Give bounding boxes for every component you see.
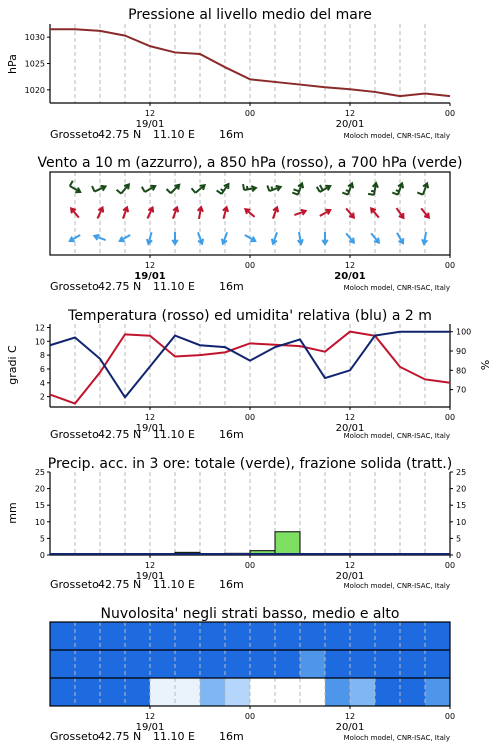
wind-station-lon: 11.10 E [153,280,195,293]
cloud-cell-basso [150,678,176,707]
cloud-cell-basso [225,678,251,707]
precip-time-tick-label: 12 [344,561,356,570]
wind-barb-850-hPa [173,207,178,218]
wind-date-label: 19/01 [134,271,166,282]
wind-barb-feather [346,190,349,191]
wind-barb-10-m [422,232,427,244]
pressure-station-lat: 42.75 N [98,128,142,141]
cloud-cell-medio [400,650,426,679]
wind-barb-feather [167,189,171,193]
pressure-time-tick-label: 12 [144,109,156,118]
precip-y-tick-label: 10 [34,517,45,527]
cloud-cell-alto [300,622,326,651]
wind-station-elev: 16m [219,280,244,293]
wind-barb-feather [117,190,122,194]
wind-barb-feather [192,188,196,193]
cloud-cell-alto [375,622,401,651]
temp-time-tick-label: 00 [244,413,256,422]
temp-station-elev: 16m [219,428,244,441]
cloud-cell-medio [200,650,226,679]
temp-title: Temperatura (rosso) ed umidita' relativa (blu) a 2 m [68,308,432,324]
precip-station-lat: 42.75 N [98,578,142,591]
cloud-cell-basso [250,678,276,707]
pressure-y-tick-label: 1030 [24,33,45,43]
wind-station-name: Grosseto [50,280,99,293]
wind-credit: Moloch model, CNR-ISAC, Italy [343,284,450,292]
precip-station-name: Grosseto [50,578,99,591]
wind-barb-feather [92,186,95,191]
wind-barb-10-m [147,232,152,244]
wind-barb-850-hPa [123,207,128,218]
pressure-station-lon: 11.10 E [153,128,195,141]
cloud-cell-basso [75,678,101,707]
temp-station-name: Grosseto [50,428,99,441]
cloud-cell-basso [325,678,351,707]
cloud-cell-alto [350,622,376,651]
temp-y-tick-label: 8 [39,351,45,361]
cloud-cell-alto [250,622,276,651]
clouds-date-label: 20/01 [335,722,365,733]
cloud-cell-medio [325,650,351,679]
temp-time-tick-label: 12 [144,413,156,422]
wind-barb-700-hPa [417,183,428,194]
precip-date-label: 20/01 [335,571,365,582]
pressure-credit: Moloch model, CNR-ISAC, Italy [343,132,450,140]
wind-barb-700-hPa [392,183,403,194]
clouds-time-tick-label: 00 [244,712,256,721]
wind-barb-10-m [198,232,203,243]
wind-barb-10-m [222,232,227,243]
cloud-cell-basso [175,678,201,707]
clouds-time-tick-label: 12 [344,712,356,721]
precip-title: Precip. acc. in 3 ore: totale (verde), frazione solida (tratt.) [47,456,453,472]
pressure-y-tick-label: 1025 [24,59,45,69]
cloud-cell-alto [225,622,251,651]
temp-credit: Moloch model, CNR-ISAC, Italy [343,432,450,440]
cloud-cell-basso [425,678,451,707]
precip-y-tick-label: 5 [39,534,45,544]
wind-barb-10-m [397,233,403,243]
temp-ylabel: gradi C [6,345,19,385]
precip-y-tick-label-right: 25 [456,468,467,477]
cloud-cell-medio [100,650,126,679]
cloud-cell-basso [200,678,226,707]
precip-y-tick-label: 15 [34,501,45,511]
temp-y-tick-label: 10 [34,337,45,347]
wind-barb-700-hPa [368,183,378,195]
cloud-cell-alto [425,622,451,651]
precip-time-tick-label: 00 [444,561,456,570]
wind-barb-feather [294,189,300,191]
cloud-cell-alto [100,622,126,651]
cloud-cell-medio [75,650,101,679]
precip-y-tick-label-right: 15 [456,501,467,511]
cloud-cell-alto [200,622,226,651]
precip-time-tick-label: 12 [144,561,156,570]
pressure-station-name: Grosseto [50,128,99,141]
cloud-cell-basso [350,678,376,707]
rh-y-tick-label: 100 [456,327,472,337]
wind-barb-700-hPa [267,185,280,191]
temp-date-label: 20/01 [335,423,365,434]
cloud-cell-basso [125,678,151,707]
cloud-cell-basso [100,678,126,707]
pressure-y-tick-label: 1020 [24,85,45,95]
wind-title: Vento a 10 m (azzurro), a 850 hPa (rosso), a 700 hPa (verde) [37,155,463,171]
cloud-cell-alto [75,622,101,651]
temp-y-tick-label: 2 [39,392,45,402]
clouds-title: Nuvolosita' negli strati basso, medio e alto [100,606,400,622]
temp-y-tick-label: 4 [39,378,45,388]
pressure-station-elev: 16m [219,128,244,141]
wind-barb-700-hPa [317,185,330,192]
cloud-cell-basso [375,678,401,707]
wind-barb-feather [396,190,399,191]
wind-barb-feather [292,193,298,195]
wind-barb-10-m [322,232,327,244]
pressure-date-label: 20/01 [335,119,365,130]
wind-barb-feather [371,191,374,192]
wind-barb-700-hPa [243,184,256,191]
wind-barb-feather [342,193,348,195]
cloud-cell-alto [400,622,426,651]
cloud-cell-medio [275,650,301,679]
wind-barb-feather [267,185,269,191]
cloud-cell-medio [350,650,376,679]
cloud-cell-basso [300,678,326,707]
cloud-cell-medio [150,650,176,679]
clouds-credit: Moloch model, CNR-ISAC, Italy [343,734,450,742]
pressure-title: Pressione al livello medio del mare [128,7,372,23]
clouds-time-tick-label: 00 [444,712,456,721]
temp-station-lat: 42.75 N [98,428,142,441]
cloud-cell-alto [50,622,76,651]
precip-y-tick-label-right: 5 [456,534,462,544]
rh-y-tick-label: 80 [456,366,467,376]
precip-station-lon: 11.10 E [153,578,195,591]
wind-barb-700-hPa [217,184,229,194]
cloud-cell-medio [125,650,151,679]
wind-barb-feather [317,187,320,192]
cloud-cell-medio [425,650,451,679]
wind-station-lat: 42.75 N [98,280,142,293]
wind-barb-feather [320,185,323,190]
wind-barb-700-hPa [142,186,155,192]
wind-barb-700-hPa [167,185,180,193]
temp-y-tick-label: 6 [39,364,45,374]
precip-y-tick-label-right: 10 [456,517,467,527]
temp-date-label: 19/01 [135,423,165,434]
pressure-ylabel: hPa [6,54,19,74]
precip-bar [275,532,300,555]
rh-y-tick-label: 90 [456,347,467,357]
pressure-time-tick-label: 00 [444,109,456,118]
precip-y-tick-label: 0 [39,551,45,560]
wind-barb-10-m [172,232,177,244]
wind-barb-feather [417,193,423,195]
wind-time-tick-label: 12 [144,261,156,270]
cloud-cell-basso [275,678,301,707]
wind-barb-feather [142,187,145,192]
wind-barb-feather [247,186,248,189]
pressure-date-label: 19/01 [135,119,165,130]
wind-barb-850-hPa [273,207,278,218]
clouds-station-name: Grosseto [50,730,99,743]
wind-barb-700-hPa [92,186,105,192]
wind-time-tick-label: 00 [244,261,256,270]
pressure-time-tick-label: 00 [244,109,256,118]
cloud-cell-alto [325,622,351,651]
wind-barb-feather [368,194,374,195]
wind-barb-10-m [272,232,277,243]
wind-barb-feather [217,190,222,193]
cloud-cell-alto [275,622,301,651]
clouds-station-elev: 16m [219,730,244,743]
precip-y-tick-label-right: 20 [456,484,467,494]
cloud-cell-medio [50,650,76,679]
temp-station-lon: 11.10 E [153,428,195,441]
precip-credit: Moloch model, CNR-ISAC, Italy [343,582,450,590]
cloud-cell-alto [150,622,176,651]
wind-barb-feather [243,184,244,190]
clouds-date-label: 19/01 [135,722,165,733]
wind-time-tick-label: 12 [344,261,356,270]
wind-barb-700-hPa [192,185,205,193]
precip-y-tick-label-right: 0 [456,551,462,560]
precip-ylabel: mm [6,502,19,524]
wind-barb-700-hPa [117,184,129,193]
precip-date-label: 19/01 [135,571,165,582]
wind-barb-700-hPa [342,183,353,194]
clouds-time-tick-label: 12 [144,712,156,721]
temp-time-tick-label: 12 [344,413,356,422]
wind-barb-10-m [346,233,354,242]
wind-barb-feather [271,187,272,190]
rh-y-tick-label: 70 [456,385,467,395]
precip-time-tick-label: 00 [244,561,256,570]
rh-ylabel: % [479,359,492,371]
wind-barb-feather [392,193,398,195]
precip-station-elev: 16m [219,578,244,591]
cloud-cell-medio [375,650,401,679]
pressure-time-tick-label: 12 [344,109,356,118]
cloud-cell-basso [400,678,426,707]
cloud-cell-medio [300,650,326,679]
wind-barb-feather [70,181,73,186]
clouds-station-lat: 42.75 N [98,730,142,743]
wind-barb-10-m [371,233,379,242]
wind-barb-700-hPa [292,183,303,194]
temp-y-tick-label: 12 [34,323,45,333]
wind-barb-10-m [298,232,303,244]
wind-time-tick-label: 00 [444,261,456,270]
temp-time-tick-label: 00 [444,413,456,422]
wind-date-label: 20/01 [334,271,366,282]
clouds-station-lon: 11.10 E [153,730,195,743]
precip-y-tick-label: 20 [34,484,45,494]
cloud-cell-alto [125,622,151,651]
cloud-cell-medio [250,650,276,679]
wind-barb-feather [221,189,224,191]
cloud-cell-medio [175,650,201,679]
cloud-cell-basso [50,678,76,707]
cloud-cell-alto [175,622,201,651]
cloud-cell-medio [225,650,251,679]
precip-y-tick-label: 25 [34,468,45,477]
